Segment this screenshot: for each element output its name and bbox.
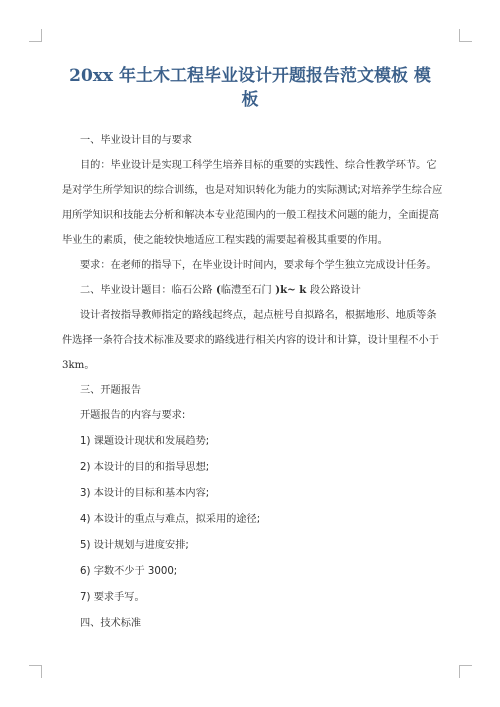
paragraph-purpose-line-3: 用所学知识和技能去分析和解决本专业范围内的一般工程技术问题的能力，全面提高 [62,210,439,221]
heading-2-paren: ( [212,284,221,296]
list-item: 5) 设计规划与进度安排; [80,540,189,551]
list-item: 6) 字数不少于 3000; [80,566,178,577]
paragraph-design-line-2: 件选择一条符合技术标准及要求的路线进行相关内容的设计和计算，设计里程不小于 [62,335,439,346]
crop-mark-bottom-right [459,665,472,678]
list-item: 2) 本设计的目的和指导思想; [80,462,210,473]
title-number: 20xx [69,66,114,86]
heading-2-suffix: 段公路设计 [309,285,361,296]
list-item: 4) 本设计的重点与难点，拟采用的途径; [80,514,261,525]
heading-2-prefix: 二、毕业设计题目：临石公路 [80,285,213,296]
paragraph-design-line-3: 3km。 [62,360,95,371]
paragraph-purpose-line-1: 目的：毕业设计是实现工科学生培养目标的重要的实践性、综合性教学环节。它 [80,160,437,171]
heading-2-station: )k~ k [271,284,310,296]
paragraph-report-intro: 开题报告的内容与要求: [80,410,186,421]
list-item: 1) 课题设计现状和发展趋势; [80,436,210,447]
paragraph-requirement: 要求：在老师的指导下，在毕业设计时间内，要求每个学生独立完成设计任务。 [80,260,437,271]
document-body [62,128,442,637]
paragraph-purpose-line-2: 是对学生所学知识的综合训练，也是对知识转化为能力的实际测试;对培养学生综合应 [62,185,442,196]
section-heading-4: 四、技术标准 [80,618,142,629]
list-item: 7) 要求手写。 [80,592,145,603]
document-title [60,64,440,112]
crop-mark-top-left [29,29,42,42]
paragraph-design-line-1: 设计者按指导教师指定的路线起终点，起点桩号自拟路名，根据地形、地质等条 [80,310,437,321]
list-item: 3) 本设计的目标和基本内容; [80,488,210,499]
paragraph-purpose-line-4: 毕业生的素质，使之能较快地适应工程实践的需要起着极其重要的作用。 [62,235,388,246]
section-heading-1: 一、毕业设计目的与要求 [80,135,193,146]
title-text-line2: 板 [241,90,259,110]
section-heading-2 [62,278,442,303]
section-heading-3: 三、开题报告 [80,385,142,396]
title-text: 年土木工程毕业设计开题报告范文模板 模 [113,66,431,86]
crop-mark-top-right [459,29,472,42]
heading-2-route: 临澧至石门 [220,285,272,296]
crop-mark-bottom-left [29,665,42,678]
